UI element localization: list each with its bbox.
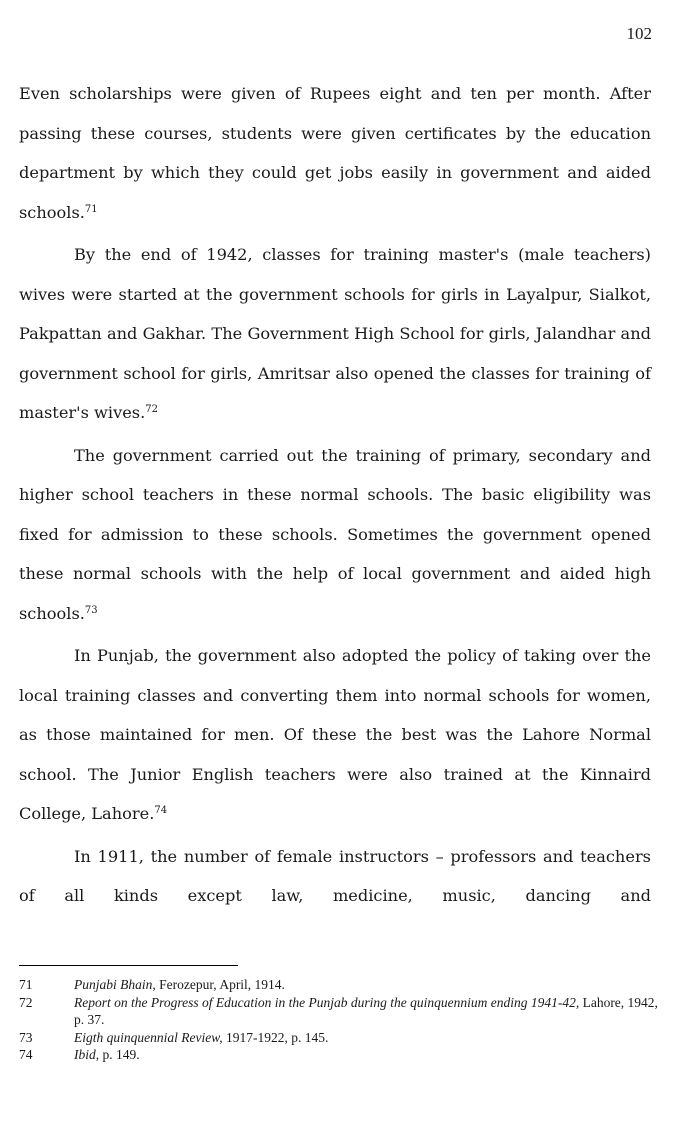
footnote-text [74, 1046, 659, 1064]
paragraph-text: Even scholarships were given of Rupees eight and ten per month. After passing these courses, students were given certificates by the education department by which they could get jobs easily in government and aided schools. [19, 84, 651, 222]
footnote-title: Eigth quinquennial Review, [74, 1029, 223, 1045]
footnote-71 [19, 976, 659, 994]
footnote-number: 74 [19, 1047, 33, 1062]
footnote-72 [19, 994, 659, 1029]
footnote-detail: 1917-1922, p. 145. [222, 1029, 329, 1045]
paragraph-text: In 1911, the number of female instructors – professors and teachers of all kinds except law, medicine, music, dancing and [19, 846, 651, 905]
footnote-text [74, 994, 659, 1029]
page-number: 102 [626, 24, 652, 43]
paragraph-3 [19, 436, 651, 634]
footnote-number: 72 [19, 994, 33, 1010]
footnote-ref-73[interactable]: 73 [84, 604, 98, 616]
paragraph-text: The government carried out the training of primary, secondary and higher school teachers in these normal schools. The basic eligibility was fixed for admission to these schools. Sometimes the government opened these normal schools with the help of local government and aided high schools. [19, 445, 651, 623]
paragraph-5 [19, 837, 651, 916]
footnote-74 [19, 1046, 659, 1064]
paragraph-4 [19, 636, 651, 834]
footnote-ref-71[interactable]: 71 [84, 203, 98, 215]
paragraph-2 [19, 235, 651, 433]
body-text [19, 74, 651, 916]
footnote-title: Punjabi Bhain [74, 977, 153, 992]
footnote-ref-72[interactable]: 72 [145, 404, 158, 415]
footnote-title: Report on the Progress of Education in the Punjab during the quinquennium ending 1941-42, [74, 994, 580, 1010]
paragraph-text: By the end of 1942, classes for training master's (male teachers) wives were started at the government schools for girls in Layalpur, Sialkot, Pakpattan and Gakhar. The Government High School for girls, Jalandhar and government school for girls, Amritsar also opened the classes for training of master's wives. [19, 245, 651, 422]
paragraph-text: In Punjab, the government also adopted the policy of taking over the local training classes and converting them into normal schools for women, as those maintained for men. Of these the best was the Lahore Normal school. The Junior English teachers were also trained at the Kinnaird College, Lahore. [19, 646, 651, 823]
footnote-detail: , p. 149. [95, 1047, 140, 1062]
footnote-number: 73 [19, 1029, 33, 1045]
footnote-detail: Lahore, 1942, p. 37. [74, 994, 658, 1027]
footnote-ref-74[interactable]: 74 [154, 805, 168, 816]
footnote-detail: , Ferozepur, April, 1914. [152, 977, 285, 992]
paragraph-1 [19, 74, 651, 232]
footnote-text [74, 976, 659, 994]
footnote-number: 71 [19, 977, 33, 992]
footnote-73 [19, 1029, 659, 1047]
footnotes [19, 976, 659, 1064]
footnote-divider [19, 965, 238, 966]
footnote-text [74, 1029, 659, 1047]
footnote-title: Ibid [74, 1047, 96, 1062]
